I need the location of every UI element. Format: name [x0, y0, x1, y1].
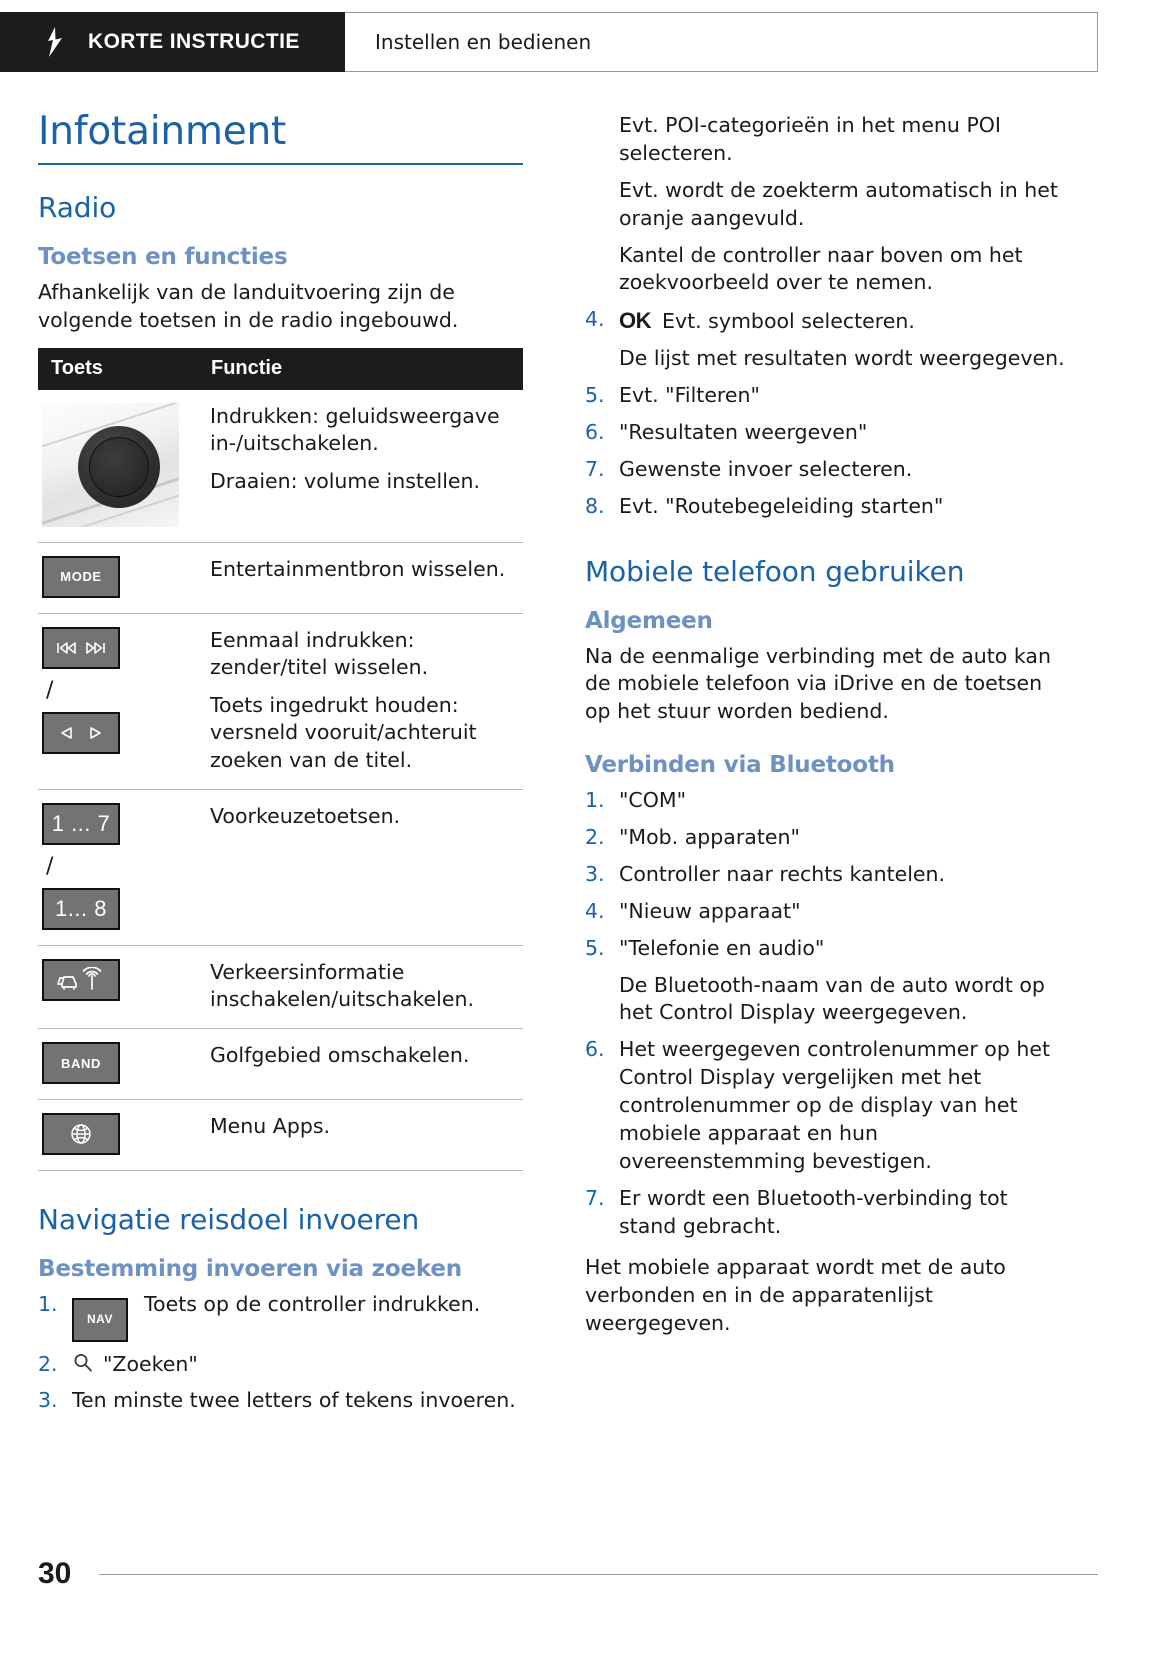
key-cell [38, 1100, 198, 1171]
step-text: Controller naar rechts kantelen. [619, 861, 946, 886]
traffic-info-icon [55, 967, 107, 993]
function-line: Indrukken: geluidsweergave in-/uitschakelen. [210, 403, 500, 455]
key-cell [38, 390, 198, 543]
table-row [38, 945, 523, 1029]
list-item [585, 824, 1070, 852]
step-number: 7. [585, 1185, 605, 1210]
list-item [585, 898, 1070, 926]
step-text: Toets op de controller indrukken. [144, 1292, 481, 1317]
table-row [38, 1029, 523, 1100]
list-item [585, 935, 1070, 963]
table-row [38, 1100, 523, 1171]
step-number: 1. [38, 1292, 58, 1317]
step-number: 5. [585, 383, 605, 408]
preset-1-7-label: 1 ... 7 [51, 810, 111, 836]
step-number: 7. [585, 456, 605, 481]
bluetooth-note-step5: De Bluetooth-naam van de auto wordt op het Control Display weergegeven. [619, 972, 1045, 1025]
list-item [585, 861, 1070, 889]
key-cell [38, 613, 198, 789]
lightning-bolt-icon [42, 27, 66, 57]
step-text: "Telefonie en audio" [619, 935, 825, 960]
function-line: Eenmaal indrukken: zender/titel wisselen. [210, 627, 429, 679]
subtitle-bestemming-invoeren: Bestemming invoeren via zoeken [38, 1256, 462, 1283]
brand-block [0, 12, 345, 72]
table-row [38, 390, 523, 543]
key-cell [38, 542, 198, 613]
nav-note: Evt. wordt de zoekterm automatisch in het oranje aangevuld. [619, 177, 1058, 230]
function-line: Verkeersinformatie inschakelen/uitschakelen. [210, 959, 474, 1012]
skip-track-glyphs [53, 640, 109, 656]
key-separator: / [46, 677, 54, 703]
function-line: Draaien: volume instellen. [210, 469, 481, 494]
table-row [38, 613, 523, 789]
seek-arrows-icon [42, 712, 120, 754]
brand-label: KORTE INSTRUCTIE [88, 30, 300, 53]
step-number: 3. [585, 861, 605, 886]
function-cell [198, 613, 523, 789]
step-number: 2. [38, 1351, 58, 1376]
keys-table [38, 348, 523, 1172]
list-item [585, 1036, 1070, 1175]
step-text: Het weergegeven controlenummer op het Control Display vergelijken met het controlenummer op de display van het mobiele apparaat en hun overeenstemming bevestigen. [619, 1037, 1051, 1173]
function-cell [198, 1100, 523, 1171]
step-text: "Zoeken" [103, 1351, 198, 1376]
step-text: Er wordt een Bluetooth-verbinding tot stand gebracht. [619, 1185, 1008, 1238]
step-text-wrapper [72, 1291, 523, 1341]
nav-note-step4: De lijst met resultaten wordt weergegeven. [619, 346, 1065, 371]
function-line: Toets ingedrukt houden: versneld vooruit/achteruit zoeken van de titel. [210, 693, 477, 772]
left-column [38, 109, 523, 1424]
ok-button-icon: OK [619, 308, 651, 334]
nav-button-icon: NAV [72, 1298, 128, 1342]
list-item [585, 382, 1070, 410]
step-text: "Nieuw apparaat" [619, 898, 801, 923]
function-cell [198, 542, 523, 613]
step-number: 8. [585, 493, 605, 518]
subtitle-toetsen-en-functies: Toetsen en functies [38, 243, 288, 270]
right-column [585, 112, 1070, 1351]
key-cell [38, 945, 198, 1029]
column-header-functie: Functie [198, 348, 523, 390]
band-button-label: BAND [61, 1055, 101, 1071]
search-icon [72, 1352, 94, 1374]
subtitle-verbinden-bluetooth: Verbinden via Bluetooth [585, 752, 895, 779]
step-number: 6. [585, 1037, 605, 1062]
key-cell [38, 789, 198, 945]
apps-button [42, 1113, 120, 1155]
section-title-mobiele-telefoon: Mobiele telefoon gebruiken [585, 554, 965, 588]
preset-1-8-label: 1... 8 [55, 895, 107, 921]
table-header-row [38, 348, 523, 390]
step-text: Evt. "Routebegeleiding starten" [619, 493, 944, 518]
step-number: 4. [585, 307, 605, 332]
seek-arrow-glyphs [53, 725, 109, 741]
function-line: Menu Apps. [210, 1114, 331, 1139]
navigation-steps-list [38, 1291, 523, 1415]
section-title-radio: Radio [38, 190, 117, 224]
key-separator: / [46, 853, 54, 879]
function-cell [198, 1029, 523, 1100]
list-item [585, 456, 1070, 484]
key-cell [38, 1029, 198, 1100]
preset-1-8-icon [42, 888, 120, 930]
step-text: Evt. "Filteren" [619, 383, 760, 408]
function-cell [198, 789, 523, 945]
function-cell [198, 945, 523, 1029]
step-text-wrapper [619, 306, 1070, 336]
table-row [38, 542, 523, 613]
list-item [38, 1291, 523, 1341]
function-line: Voorkeuzetoetsen. [210, 803, 401, 828]
list-item [585, 306, 1070, 336]
function-line: Entertainmentbron wisselen. [210, 556, 506, 581]
step-number: 4. [585, 898, 605, 923]
list-item [38, 1387, 523, 1415]
page-number: 30 [38, 1557, 72, 1590]
step-text: Gewenste invoer selecteren. [619, 456, 913, 481]
radio-intro-text: Afhankelijk van de landuitvoering zijn de volgende toetsen in de radio ingebouwd. [38, 279, 459, 332]
list-item [585, 1185, 1070, 1241]
bluetooth-steps-list [585, 787, 1070, 962]
nav-note: Evt. POI-categorieën in het menu POI selecteren. [619, 113, 1001, 165]
step-text: Ten minste twee letters of tekens invoeren. [72, 1388, 516, 1413]
function-cell [198, 390, 523, 543]
title-divider [38, 163, 523, 165]
list-item [585, 787, 1070, 815]
phone-general-text: Na de eenmalige verbinding met de auto kan de mobiele telefoon via iDrive en de toetsen op het stuur worden bediend. [585, 643, 1051, 724]
mode-button-icon [42, 556, 120, 598]
header-tab-label: Instellen en bedienen [375, 30, 592, 54]
step-number: 5. [585, 935, 605, 960]
step-text: "COM" [619, 788, 686, 813]
step-text: Evt. symbool selecteren. [662, 309, 915, 334]
step-number: 1. [585, 788, 605, 813]
subtitle-algemeen: Algemeen [585, 607, 713, 634]
preset-1-7-icon [42, 803, 120, 845]
table-row [38, 789, 523, 945]
page-title: Infotainment [38, 109, 287, 154]
mode-button-label: MODE [60, 569, 102, 585]
navigation-steps-continued [585, 306, 1070, 336]
list-item [585, 419, 1070, 447]
list-item [585, 493, 1070, 521]
list-item [38, 1351, 523, 1379]
traffic-info-button [42, 959, 120, 1001]
step-number: 3. [38, 1388, 58, 1413]
step-text: "Mob. apparaten" [619, 825, 800, 850]
step-number: 2. [585, 825, 605, 850]
function-line: Golfgebied omschakelen. [210, 1043, 470, 1068]
nav-note: Kantel de controller naar boven om het zoekvoorbeeld over te nemen. [619, 242, 1023, 295]
bluetooth-steps-rest [585, 1036, 1070, 1240]
header-tab [345, 12, 1098, 72]
globe-icon [68, 1121, 94, 1147]
page-header [0, 12, 1098, 72]
column-header-toets: Toets [38, 348, 198, 390]
section-title-navigatie: Navigatie reisdoel invoeren [38, 1203, 420, 1237]
skip-track-icon [42, 627, 120, 669]
step-text: "Resultaten weergeven" [619, 419, 868, 444]
step-number: 6. [585, 419, 605, 444]
navigation-steps-rest [585, 382, 1070, 521]
phone-closing-text: Het mobiele apparaat wordt met de auto verbonden en in de apparatenlijst weergegeven. [585, 1255, 1006, 1336]
step-text-wrapper [72, 1351, 523, 1379]
footer-divider [99, 1574, 1098, 1575]
page-footer [38, 1557, 1098, 1591]
volume-knob-photo [42, 403, 179, 527]
band-button-icon [42, 1042, 120, 1084]
